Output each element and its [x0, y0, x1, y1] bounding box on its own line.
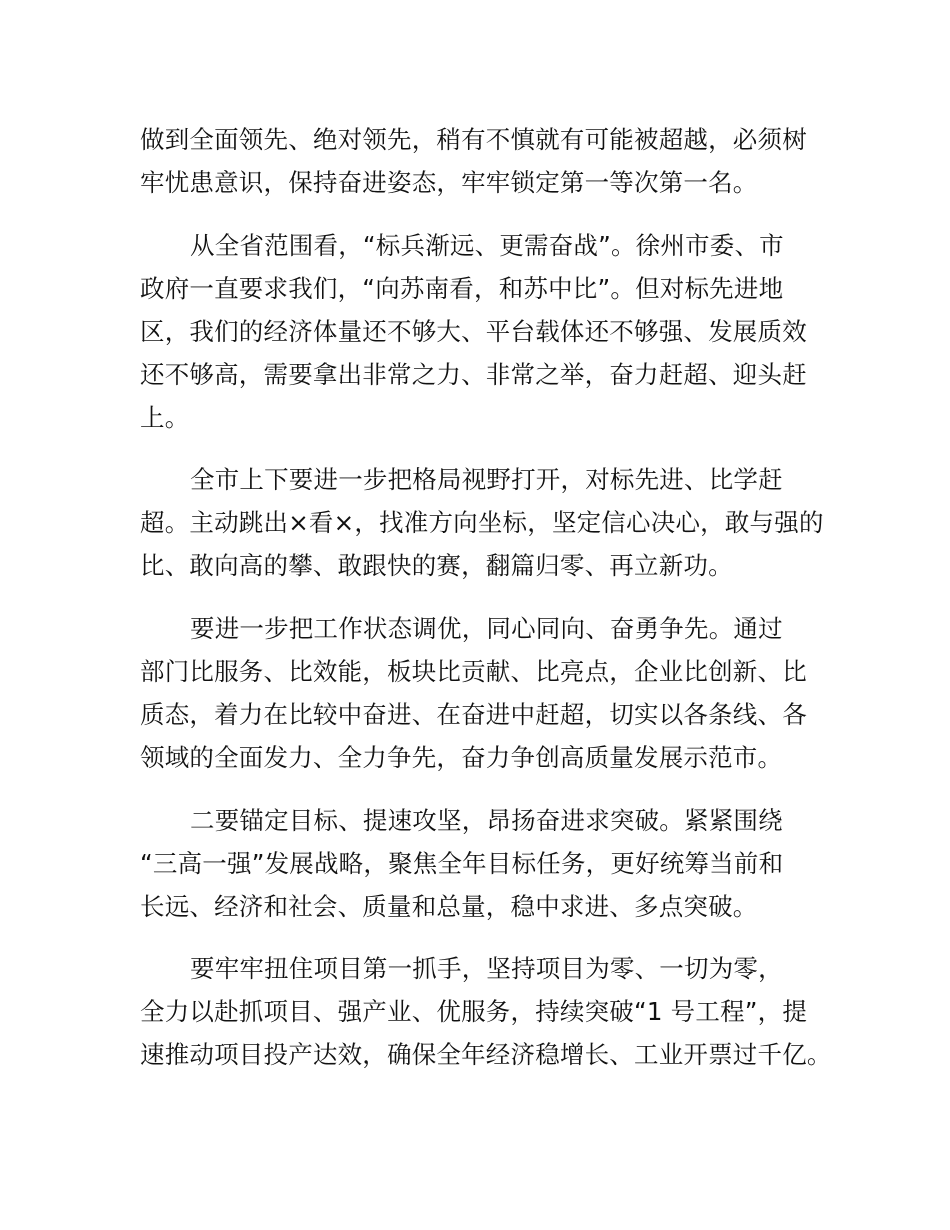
- paragraph-5-line-2: 速推动项目投产达效，确保全年经济稳增长、工业开票过千亿。: [140, 1040, 832, 1069]
- paragraph-0-line-0: 做到全面领先、绝对领先，稍有不慎就有可能被超越，必须树: [140, 125, 807, 154]
- paragraph-4-line-1: “三高一强”发展战略，聚焦全年目标任务，更好统筹当前和: [140, 849, 784, 878]
- paragraph-5-line-0: 要牢牢扭住项目第一抓手，坚持项目为零、一切为零，: [190, 954, 783, 983]
- paragraph-1-line-4: 上。: [140, 403, 190, 432]
- paragraph-1-line-0: 从全省范围看，“标兵渐远、更需奋战”。徐州市委、市: [190, 231, 784, 260]
- paragraph-2-line-2: 比、敢向高的攀、敢跟快的赛，翻篇归零、再立新功。: [140, 551, 733, 580]
- paragraph-3-line-2: 质态，着力在比较中奋进、在奋进中赶超，切实以各条线、各: [140, 700, 807, 729]
- paragraph-1-line-2: 区，我们的经济体量还不够大、平台载体还不够强、发展质效: [140, 317, 807, 346]
- paragraph-4-line-0: 二要锚定目标、提速攻坚，昂扬奋进求突破。紧紧围绕: [190, 806, 783, 835]
- paragraph-1-line-3: 还不够高，需要拿出非常之力、非常之举，奋力赶超、迎头赶: [140, 360, 807, 389]
- paragraph-5-line-1: 全力以赴抓项目、强产业、优服务，持续突破“1 号工程”，提: [140, 997, 808, 1026]
- paragraph-4-line-2: 长远、经济和社会、质量和总量，稳中求进、多点突破。: [140, 892, 758, 921]
- paragraph-2-line-1: 超。主动跳出×看×，找准方向坐标，坚定信心决心，敢与强的: [140, 508, 824, 537]
- paragraph-3-line-1: 部门比服务、比效能，板块比贡献、比亮点，企业比创新、比: [140, 657, 807, 686]
- paragraph-0-line-1: 牢忧患意识，保持奋进姿态，牢牢锁定第一等次第一名。: [140, 168, 758, 197]
- paragraph-1-line-1: 政府一直要求我们，“向苏南看，和苏中比”。但对标先进地: [140, 274, 784, 303]
- paragraph-3-line-3: 领域的全面发力、全力争先，奋力争创高质量发展示范市。: [140, 743, 783, 772]
- paragraph-2-line-0: 全市上下要进一步把格局视野打开，对标先进、比学赶: [190, 465, 783, 494]
- paragraph-3-line-0: 要进一步把工作状态调优，同心同向、奋勇争先。通过: [190, 614, 783, 643]
